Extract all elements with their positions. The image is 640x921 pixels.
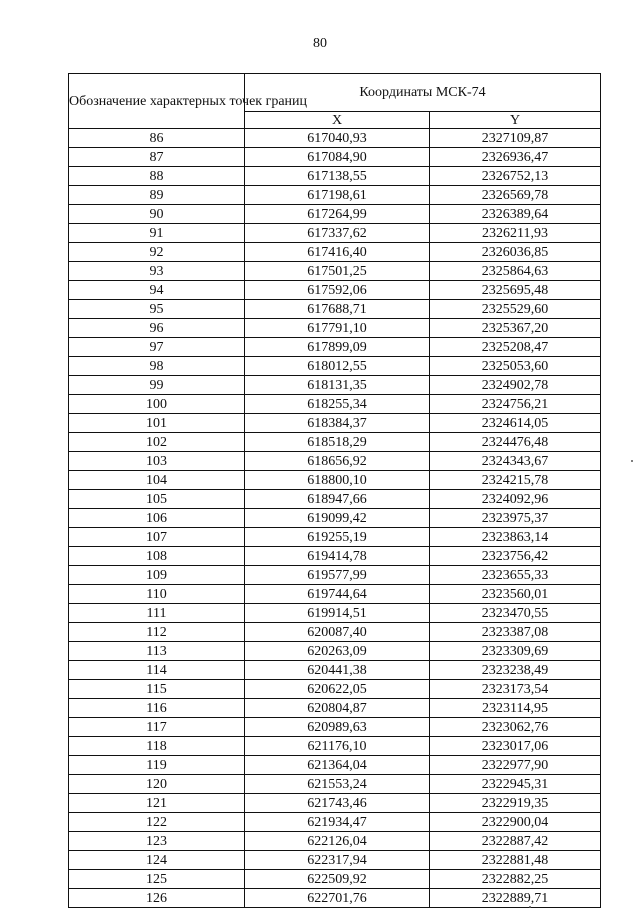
table-row: [69, 319, 601, 338]
y-cell: 2324092,96: [430, 490, 601, 509]
point-cell: 91: [69, 224, 245, 243]
point-cell: 94: [69, 281, 245, 300]
y-cell: 2322977,90: [430, 756, 601, 775]
point-cell: 92: [69, 243, 245, 262]
table-row: [69, 794, 601, 813]
table-row: [69, 832, 601, 851]
y-cell: 2323062,76: [430, 718, 601, 737]
y-cell: 2323173,54: [430, 680, 601, 699]
point-cell: 122: [69, 813, 245, 832]
point-cell: 125: [69, 870, 245, 889]
x-cell: 619414,78: [245, 547, 430, 566]
table-row: [69, 718, 601, 737]
y-cell: 2326936,47: [430, 148, 601, 167]
table-row: [69, 813, 601, 832]
x-cell: 618012,55: [245, 357, 430, 376]
x-cell: 617592,06: [245, 281, 430, 300]
table-row: [69, 490, 601, 509]
table-row: [69, 452, 601, 471]
y-cell: 2323017,06: [430, 737, 601, 756]
point-cell: 116: [69, 699, 245, 718]
point-cell: 111: [69, 604, 245, 623]
table-row: [69, 889, 601, 908]
x-cell: 622317,94: [245, 851, 430, 870]
table-row: [69, 661, 601, 680]
page-number: 80: [313, 36, 327, 51]
point-cell: 113: [69, 642, 245, 661]
table-row: [69, 338, 601, 357]
x-cell: 617040,93: [245, 129, 430, 148]
point-cell: 104: [69, 471, 245, 490]
y-cell: 2324902,78: [430, 376, 601, 395]
y-cell: 2326569,78: [430, 186, 601, 205]
point-cell: 86: [69, 129, 245, 148]
table-row: [69, 547, 601, 566]
point-cell: 106: [69, 509, 245, 528]
point-cell: 121: [69, 794, 245, 813]
point-cell: 99: [69, 376, 245, 395]
table-row: [69, 680, 601, 699]
point-cell: 90: [69, 205, 245, 224]
point-cell: 87: [69, 148, 245, 167]
x-cell: 617084,90: [245, 148, 430, 167]
table-row: [69, 566, 601, 585]
x-cell: 617791,10: [245, 319, 430, 338]
y-cell: 2326036,85: [430, 243, 601, 262]
x-cell: 621553,24: [245, 775, 430, 794]
table-row: [69, 851, 601, 870]
table-row: [69, 870, 601, 889]
x-cell: 622126,04: [245, 832, 430, 851]
point-cell: 115: [69, 680, 245, 699]
point-cell: 109: [69, 566, 245, 585]
x-cell: 620263,09: [245, 642, 430, 661]
table-row: [69, 167, 601, 186]
x-cell: 619099,42: [245, 509, 430, 528]
table-row: [69, 471, 601, 490]
x-cell: 621934,47: [245, 813, 430, 832]
y-cell: 2324476,48: [430, 433, 601, 452]
table-row: [69, 224, 601, 243]
point-cell: 114: [69, 661, 245, 680]
point-cell: 101: [69, 414, 245, 433]
y-cell: 2322889,71: [430, 889, 601, 908]
header-y: Y: [430, 112, 601, 129]
y-cell: 2323655,33: [430, 566, 601, 585]
header-point-designation: Обозначение характерных точек границ: [69, 74, 245, 129]
table-row: [69, 243, 601, 262]
x-cell: 621743,46: [245, 794, 430, 813]
table-row: [69, 623, 601, 642]
x-cell: 617416,40: [245, 243, 430, 262]
point-cell: 120: [69, 775, 245, 794]
x-cell: 620804,87: [245, 699, 430, 718]
point-cell: 100: [69, 395, 245, 414]
x-cell: 621176,10: [245, 737, 430, 756]
table-row: [69, 737, 601, 756]
y-cell: 2323560,01: [430, 585, 601, 604]
table-row: [69, 433, 601, 452]
x-cell: 618656,92: [245, 452, 430, 471]
y-cell: 2323975,37: [430, 509, 601, 528]
x-cell: 618131,35: [245, 376, 430, 395]
table-row: [69, 585, 601, 604]
table-row: [69, 604, 601, 623]
point-cell: 108: [69, 547, 245, 566]
x-cell: 617501,25: [245, 262, 430, 281]
table-row: [69, 300, 601, 319]
y-cell: 2323863,14: [430, 528, 601, 547]
table-row: [69, 756, 601, 775]
point-cell: 97: [69, 338, 245, 357]
y-cell: 2325695,48: [430, 281, 601, 300]
y-cell: 2324614,05: [430, 414, 601, 433]
y-cell: 2323238,49: [430, 661, 601, 680]
point-cell: 93: [69, 262, 245, 281]
table-row: [69, 395, 601, 414]
scan-speck: [631, 460, 633, 462]
table-row: [69, 357, 601, 376]
y-cell: 2325053,60: [430, 357, 601, 376]
x-cell: 619255,19: [245, 528, 430, 547]
table-row: [69, 509, 601, 528]
x-cell: 618384,37: [245, 414, 430, 433]
table-body: [69, 129, 601, 908]
x-cell: 619744,64: [245, 585, 430, 604]
table-row: [69, 376, 601, 395]
y-cell: 2322919,35: [430, 794, 601, 813]
y-cell: 2323309,69: [430, 642, 601, 661]
y-cell: 2326752,13: [430, 167, 601, 186]
x-cell: 619577,99: [245, 566, 430, 585]
point-cell: 126: [69, 889, 245, 908]
point-cell: 124: [69, 851, 245, 870]
point-cell: 88: [69, 167, 245, 186]
x-cell: 620622,05: [245, 680, 430, 699]
table-row: [69, 414, 601, 433]
x-cell: 622509,92: [245, 870, 430, 889]
table-row: [69, 186, 601, 205]
table-row: [69, 699, 601, 718]
y-cell: 2325529,60: [430, 300, 601, 319]
x-cell: 621364,04: [245, 756, 430, 775]
header-x: X: [245, 112, 430, 129]
table-row: [69, 205, 601, 224]
point-cell: 102: [69, 433, 245, 452]
y-cell: 2322887,42: [430, 832, 601, 851]
point-cell: 119: [69, 756, 245, 775]
header-coordinates: Координаты МСК-74: [245, 74, 601, 112]
y-cell: 2325208,47: [430, 338, 601, 357]
table-row: [69, 775, 601, 794]
x-cell: 618255,34: [245, 395, 430, 414]
y-cell: 2322882,25: [430, 870, 601, 889]
table-row: [69, 281, 601, 300]
y-cell: 2324215,78: [430, 471, 601, 490]
x-cell: 617198,61: [245, 186, 430, 205]
point-cell: 117: [69, 718, 245, 737]
y-cell: 2325367,20: [430, 319, 601, 338]
y-cell: 2322900,04: [430, 813, 601, 832]
x-cell: 618947,66: [245, 490, 430, 509]
point-cell: 98: [69, 357, 245, 376]
point-cell: 103: [69, 452, 245, 471]
coordinates-table: [68, 73, 601, 908]
point-cell: 96: [69, 319, 245, 338]
x-cell: 617337,62: [245, 224, 430, 243]
table-row: [69, 129, 601, 148]
table-row: [69, 262, 601, 281]
table-row: [69, 642, 601, 661]
x-cell: 618518,29: [245, 433, 430, 452]
y-cell: 2323470,55: [430, 604, 601, 623]
point-cell: 95: [69, 300, 245, 319]
y-cell: 2322945,31: [430, 775, 601, 794]
x-cell: 617264,99: [245, 205, 430, 224]
y-cell: 2323387,08: [430, 623, 601, 642]
point-cell: 118: [69, 737, 245, 756]
point-cell: 123: [69, 832, 245, 851]
y-cell: 2324756,21: [430, 395, 601, 414]
x-cell: 619914,51: [245, 604, 430, 623]
x-cell: 617899,09: [245, 338, 430, 357]
y-cell: 2324343,67: [430, 452, 601, 471]
x-cell: 620087,40: [245, 623, 430, 642]
point-cell: 110: [69, 585, 245, 604]
y-cell: 2323756,42: [430, 547, 601, 566]
point-cell: 112: [69, 623, 245, 642]
x-cell: 617688,71: [245, 300, 430, 319]
table-row: [69, 528, 601, 547]
x-cell: 618800,10: [245, 471, 430, 490]
y-cell: 2322881,48: [430, 851, 601, 870]
point-cell: 107: [69, 528, 245, 547]
table-header: [69, 74, 601, 129]
x-cell: 620441,38: [245, 661, 430, 680]
point-cell: 105: [69, 490, 245, 509]
point-cell: 89: [69, 186, 245, 205]
y-cell: 2327109,87: [430, 129, 601, 148]
x-cell: 617138,55: [245, 167, 430, 186]
y-cell: 2326389,64: [430, 205, 601, 224]
x-cell: 620989,63: [245, 718, 430, 737]
table-row: [69, 148, 601, 167]
scan-speck: [529, 906, 531, 908]
x-cell: 622701,76: [245, 889, 430, 908]
y-cell: 2325864,63: [430, 262, 601, 281]
y-cell: 2326211,93: [430, 224, 601, 243]
y-cell: 2323114,95: [430, 699, 601, 718]
